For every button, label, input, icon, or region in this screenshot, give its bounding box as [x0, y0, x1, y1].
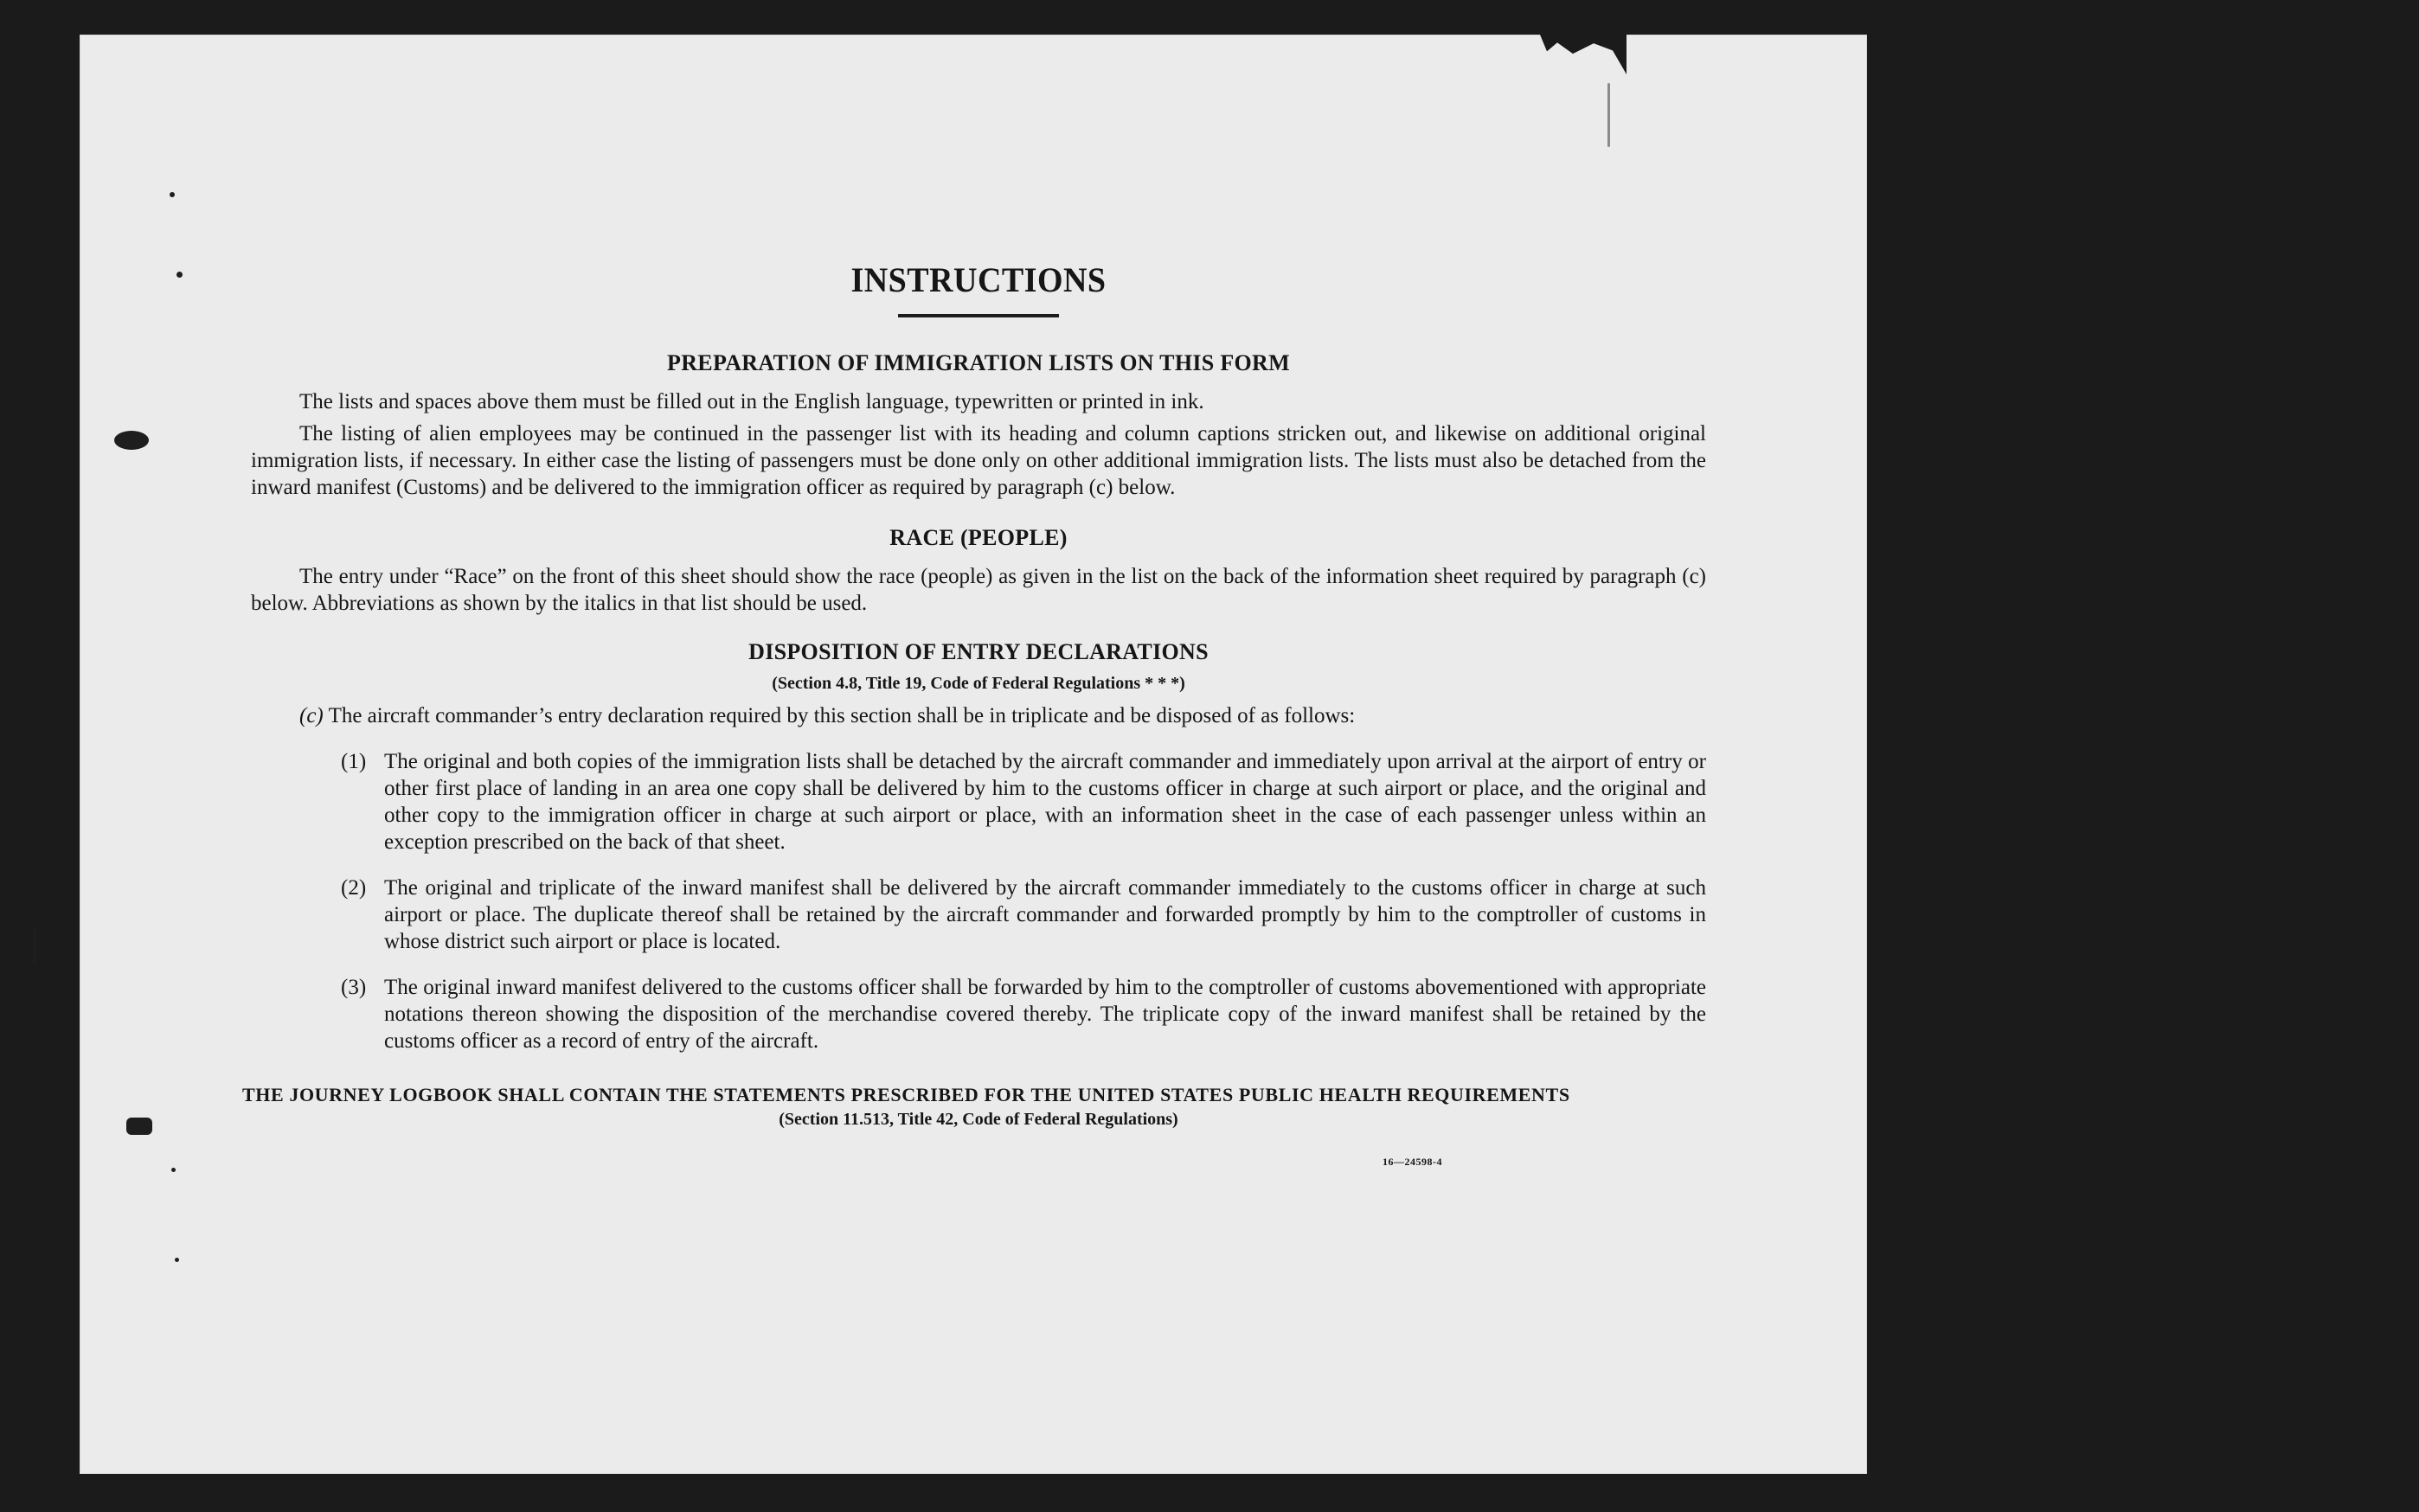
item-text: The original inward manifest delivered to the customs officer shall be forwarded by him to the comptroller of customs abovementioned with appropriate notations thereon showing the disposition of the merchandise covered thereby. The triplicate copy of the inward manifest shall be retained by the customs officer as a record of entry of the aircraft. — [384, 976, 1706, 1053]
title-underline — [898, 314, 1059, 317]
item-number: (3) — [341, 976, 367, 999]
item-text: The original and both copies of the immigration lists shall be detached by the aircraft commander and immediately upon arrival at the airport of entry or other first place of landing in an area one copy shall be delivered by him to the customs officer in charge at such airport or place, and the original and other copy to the immigration officer in charge at such airport or place, with an information sheet in the case of each passenger unless within an exception prescribed on the back of that sheet. — [384, 750, 1706, 854]
form-number: 16—24598-4 — [1383, 1156, 1442, 1168]
ink-dot — [170, 192, 175, 197]
disposition-intro — [251, 702, 1706, 729]
disposition-heading: DISPOSITION OF ENTRY DECLARATIONS — [748, 639, 1209, 664]
preparation-paragraph-2: The listing of alien employees may be continued in the passenger list with its heading and column captions stricken out, and likewise on additional original immigration lists, if necessary. In either case the listing of passengers must be done only on other additional immigration lists. The lists must also be detached from the inward manifest (Customs) and be delivered to the immigration officer as required by paragraph (c) below. — [251, 422, 1706, 499]
disposition-intro-text: The aircraft commander’s entry declaration required by this section shall be in triplicate and be disposed of as follows: — [328, 704, 1356, 727]
paragraph-c-label: (c) — [299, 704, 324, 727]
disposition-item-1 — [341, 748, 1706, 855]
ink-dot — [176, 272, 183, 278]
ink-blot — [126, 1118, 152, 1135]
ink-mark — [1607, 83, 1610, 147]
ink-dot — [171, 1168, 176, 1172]
item-number: (2) — [341, 876, 367, 900]
item-number: (1) — [341, 750, 367, 773]
preparation-paragraph-1: The lists and spaces above them must be filled out in the English language, typewritten or printed in ink. — [299, 390, 1204, 413]
race-heading: RACE (PEOPLE) — [889, 525, 1068, 550]
item-text: The original and triplicate of the inward manifest shall be delivered by the aircraft commander immediately to the customs officer in charge at such airport or place. The duplicate thereof shall be retained by the aircraft commander and forwarded promptly by him to the comptroller of customs in whose district such airport or place is located. — [384, 876, 1706, 953]
ink-blot — [114, 431, 149, 450]
page-title: INSTRUCTIONS — [850, 260, 1107, 299]
race-paragraph: The entry under “Race” on the front of this sheet should show the race (people) as given in the list on the back of the information sheet required by paragraph (c) below. Abbreviations as shown by the italics in that list should be used. — [251, 565, 1706, 615]
ink-mark — [33, 927, 36, 964]
logbook-citation: (Section 11.513, Title 42, Code of Federal Regulations) — [779, 1110, 1178, 1129]
disposition-citation: (Section 4.8, Title 19, Code of Federal Regulations * * *) — [772, 674, 1185, 693]
logbook-statement: THE JOURNEY LOGBOOK SHALL CONTAIN THE STATEMENTS PRESCRIBED FOR THE UNITED STATES PUBLIC HEALTH REQUIREMENTS — [242, 1084, 1570, 1105]
disposition-item-2 — [341, 875, 1706, 955]
preparation-heading: PREPARATION OF IMMIGRATION LISTS ON THIS FORM — [667, 350, 1290, 375]
ink-dot — [175, 1258, 179, 1262]
disposition-item-3 — [341, 974, 1706, 1054]
instructions-document — [242, 259, 1706, 1169]
